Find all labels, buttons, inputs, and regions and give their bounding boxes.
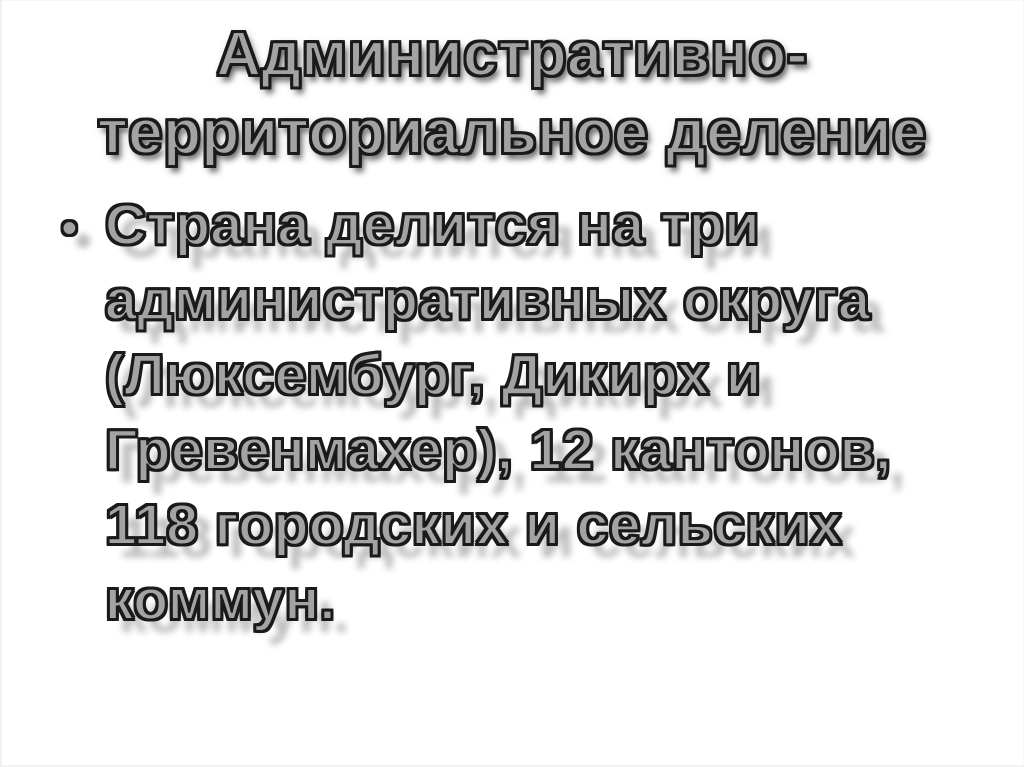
bullet-text-line-1: Страна делится на три [105,193,760,257]
bullet-text-line-6: коммун. [105,568,336,632]
bullet-text-line-3: (Люксембург, Дикирх и [105,343,762,407]
slide-body-text [61,188,892,638]
slide-title-line-2: территориальное деление [97,98,927,167]
slide-title-line-1: Административно- [216,20,808,89]
bullet-text-line-5: 118 городских и сельских [105,493,843,557]
bullet-text-line-4: Гревенмахер), 12 кантонов, [105,418,892,482]
slide-title [0,16,1024,172]
bullet-text-line-2: административных округа [105,268,871,332]
bullet-marker: • [61,202,79,255]
